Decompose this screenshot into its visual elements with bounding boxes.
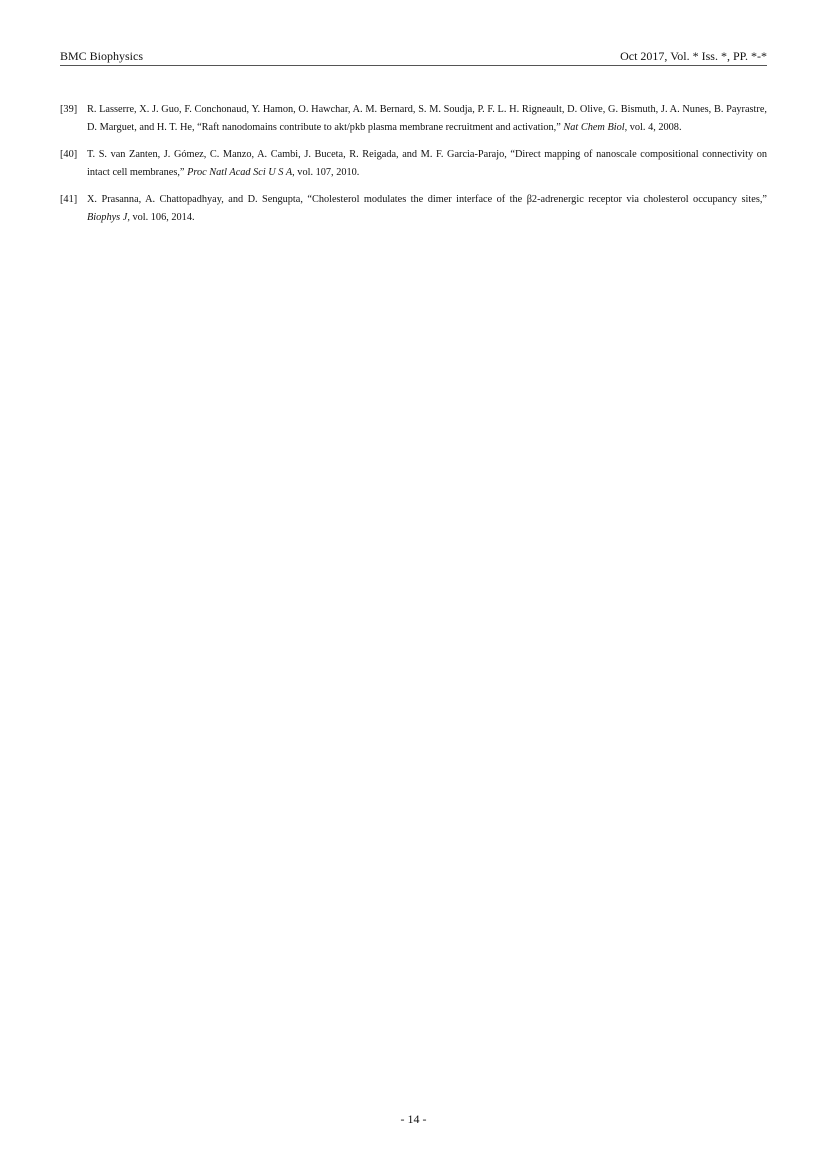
page-number: - 14 - <box>400 1112 427 1126</box>
reference-journal: Nat Chem Biol <box>563 122 625 133</box>
reference-40 <box>60 146 767 182</box>
reference-number: [39] <box>60 104 78 115</box>
reference-details: , vol. 106, 2014. <box>127 212 195 223</box>
issue-info: Oct 2017, Vol. * Iss. *, PP. *-* <box>620 49 767 63</box>
journal-name: BMC Biophysics <box>60 49 144 63</box>
reference-details: , vol. 107, 2010. <box>292 167 360 178</box>
reference-body: R. Lasserre, X. J. Guo, F. Conchonaud, Y. Hamon, O. Hawchar, A. M. Bernard, S. M. Soudja, P. F. L. H. Rigneault, D. Olive, G. Bismuth, J. A. Nunes, B. Payrastre, D. Marguet, and H. T. He, “Raft nanodomains contribute to akt/pkb plasma membrane recruitment and activation,” <box>87 104 767 133</box>
reference-list <box>60 101 767 236</box>
reference-number: [40] <box>60 149 78 160</box>
reference-text <box>87 191 767 227</box>
header-rule <box>60 65 767 66</box>
reference-journal: Biophys J <box>87 212 128 223</box>
reference-journal: Proc Natl Acad Sci U S A <box>187 167 293 178</box>
reference-41 <box>60 191 767 227</box>
reference-body: X. Prasanna, A. Chattopadhyay, and D. Sengupta, “Cholesterol modulates the dimer interface of the β2-adrenergic receptor via cholesterol occupancy sites,” <box>87 194 767 205</box>
reference-number: [41] <box>60 194 78 205</box>
reference-details: , vol. 4, 2008. <box>624 122 682 133</box>
reference-39 <box>60 101 767 137</box>
reference-body: T. S. van Zanten, J. Gómez, C. Manzo, A. Cambi, J. Buceta, R. Reigada, and M. F. Garcia-Parajo, “Direct mapping of nanoscale compositional connectivity on intact cell membranes,” <box>87 149 767 178</box>
reference-text <box>87 146 767 182</box>
running-header <box>60 49 767 63</box>
reference-text <box>87 101 767 137</box>
